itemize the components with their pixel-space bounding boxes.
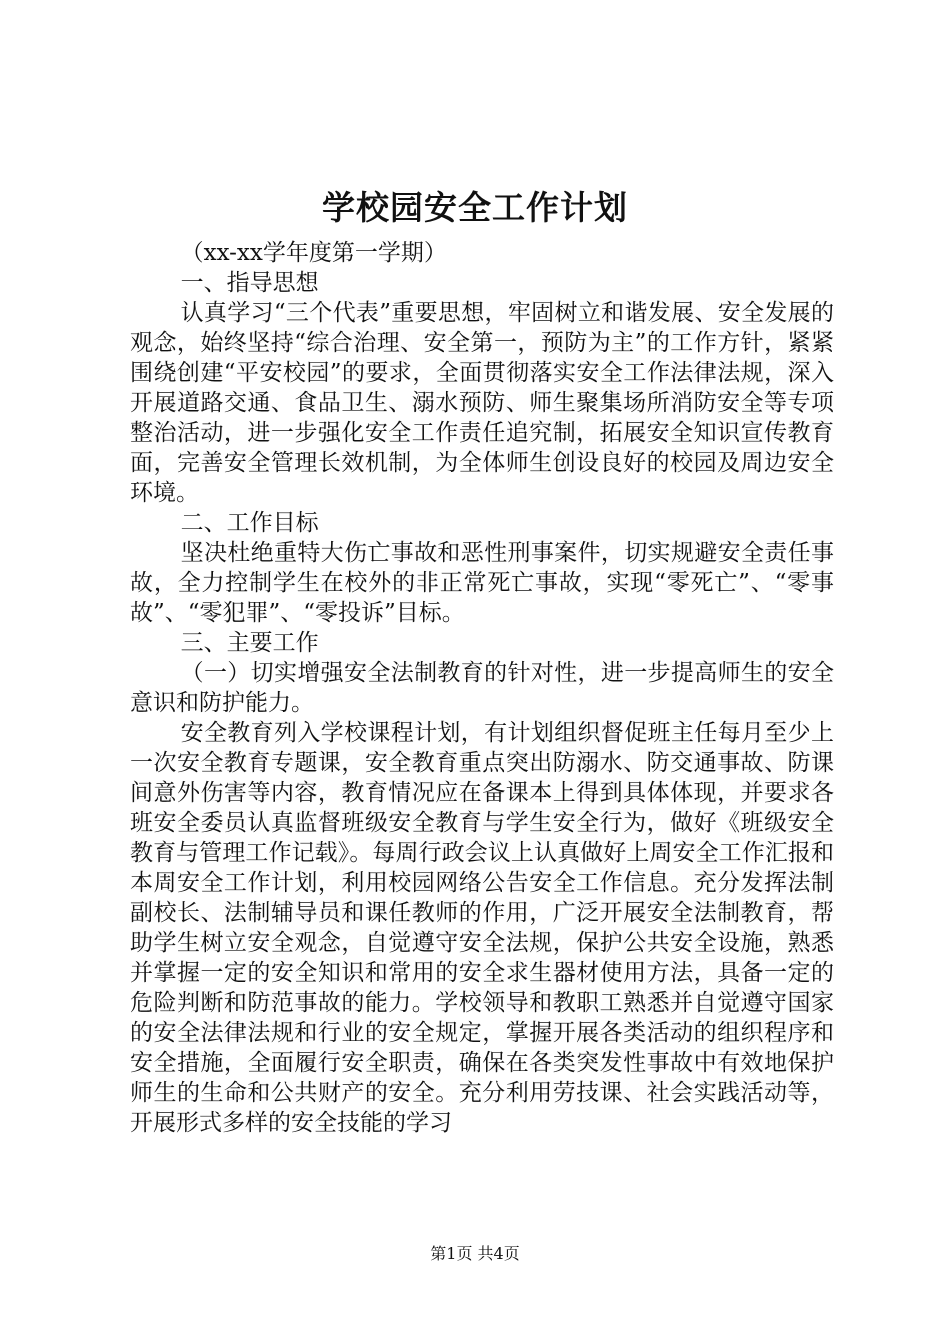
- section-heading-work-goals: 二、工作目标: [180, 510, 319, 536]
- page-footer: 第1页 共4页: [430, 1244, 520, 1263]
- document-title: 学校园安全工作计划: [322, 188, 628, 227]
- paragraph-work-goals: 坚决杜绝重特大伤亡事故和恶性刑事案件，切实规避安全责任事故，全力控制学生在校外的非正常死亡事故，实现“零死亡”、“零事故”、“零犯罪”、“零投诉”目标。: [130, 540, 834, 626]
- section-heading-main-work: 三、主要工作: [180, 630, 319, 656]
- document-subtitle: （xx-xx学年度第一学期）: [180, 240, 447, 266]
- paragraph-guiding-thought: 认真学习“三个代表”重要思想，牢固树立和谐发展、安全发展的观念，始终坚持“综合治理、安全第一，预防为主”的工作方针，紧紧围绕创建“平安校园”的要求，全面贯彻落实安全工作法律法规，深入开展道路交通、食品卫生、溺水预防、师生聚集场所消防安全等专项整治活动，进一步强化安全工作责任追究制，拓展安全知识宣传教育面，完善安全管理长效机制，为全体师生创设良好的校园及周边安全环境。: [130, 300, 834, 506]
- paragraph-main-work-details: 安全教育列入学校课程计划，有计划组织督促班主任每月至少上一次安全教育专题课，安全教育重点突出防溺水、防交通事故、防课间意外伤害等内容，教育情况应在备课本上得到具体体现，并要求各班安全委员认真监督班级安全教育与学生安全行为，做好《班级安全教育与管理工作记载》。每周行政会议上认真做好上周安全工作汇报和本周安全工作计划，利用校园网络公告安全工作信息。充分发挥法制副校长、法制辅导员和课任教师的作用，广泛开展安全法制教育，帮助学生树立安全观念，自觉遵守安全法规，保护公共安全设施，熟悉并掌握一定的安全知识和常用的安全求生器材使用方法，具备一定的危险判断和防范事故的能力。学校领导和教职工熟悉并自觉遵守国家的安全法律法规和行业的安全规定，掌握开展各类活动的组织程序和安全措施，全面履行安全职责，确保在各类突发性事故中有效地保护师生的生命和公共财产的安全。充分利用劳技课、社会实践活动等，开展形式多样的安全技能的学习: [130, 720, 834, 1136]
- document-body: [130, 238, 834, 1138]
- paragraph-main-work-item-1: （一）切实增强安全法制教育的针对性，进一步提高师生的安全意识和防护能力。: [130, 660, 834, 716]
- section-heading-guiding-thought: 一、指导思想: [180, 270, 319, 296]
